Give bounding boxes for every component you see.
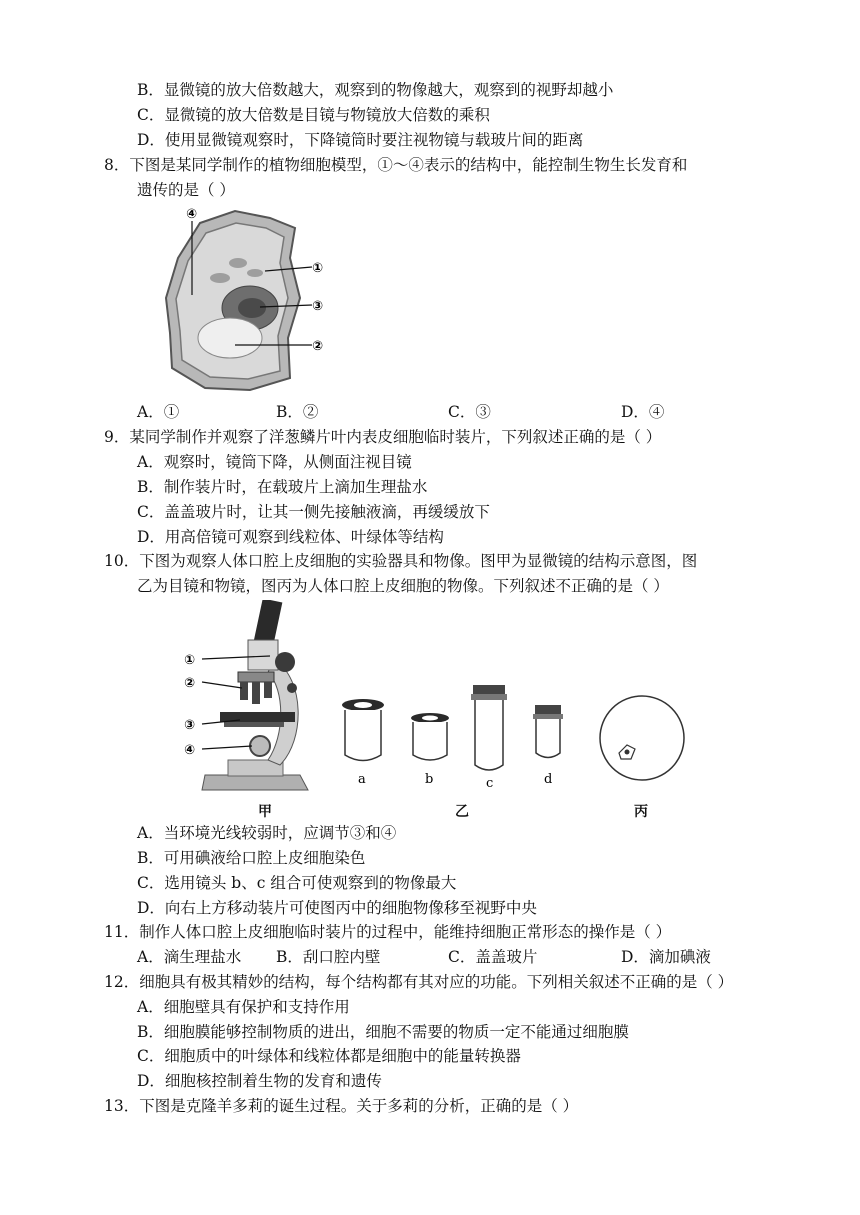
q9-option-a[interactable]: A．观察时，镜筒下降，从侧面注视目镜	[137, 453, 412, 471]
q13-stem: 13．下图是克隆羊多莉的诞生过程。关于多莉的分析，正确的是（ ）	[104, 1097, 579, 1115]
q10-stem-line2: 乙为目镜和物镜，图丙为人体口腔上皮细胞的物像。下列叙述不正确的是（ ）	[137, 577, 669, 595]
q9-option-d[interactable]: D．用高倍镜可观察到线粒体、叶绿体等结构	[137, 528, 444, 546]
label-3: ③	[312, 299, 324, 314]
field-of-view-figure	[597, 693, 687, 783]
q11-option-a[interactable]: A．滴生理盐水	[137, 948, 242, 966]
caption-jia: 甲	[258, 804, 272, 820]
q11-option-d[interactable]: D．滴加碘液	[621, 948, 711, 966]
q8-option-b[interactable]: B．②	[276, 403, 319, 421]
q11-option-c[interactable]: C．盖盖玻片	[448, 948, 538, 966]
q7-option-b: B．显微镜的放大倍数越大，观察到的物像越大，观察到的视野却越小	[137, 81, 614, 99]
lens-label-a: a	[358, 772, 366, 787]
lenses-figure	[335, 680, 585, 800]
q12-option-c[interactable]: C．细胞质中的叶绿体和线粒体都是细胞中的能量转换器	[137, 1047, 521, 1065]
q12-option-b[interactable]: B．细胞膜能够控制物质的进出，细胞不需要的物质一定不能通过细胞膜	[137, 1023, 629, 1041]
q8-option-c[interactable]: C．③	[448, 403, 491, 421]
label-2: ②	[312, 339, 324, 354]
q8-stem-line2: 遗传的是（ ）	[137, 181, 235, 199]
microscope-label-3: ③	[184, 718, 196, 733]
q9-option-b[interactable]: B．制作装片时，在载玻片上滴加生理盐水	[137, 478, 428, 496]
q12-option-d[interactable]: D．细胞核控制着生物的发育和遗传	[137, 1072, 382, 1090]
lens-label-b: b	[425, 772, 434, 787]
plant-cell-model-figure	[160, 203, 350, 398]
q9-stem: 9．某同学制作并观察了洋葱鳞片叶内表皮细胞临时装片，下列叙述正确的是（ ）	[104, 428, 662, 446]
q8-option-a[interactable]: A．①	[137, 403, 180, 421]
q10-option-b[interactable]: B．可用碘液给口腔上皮细胞染色	[137, 849, 366, 867]
q10-stem-line1: 10．下图为观察人体口腔上皮细胞的实验器具和物像。图甲为显微镜的结构示意图，图	[104, 552, 698, 570]
q10-option-c[interactable]: C．选用镜头 b、c 组合可使观察到的物像最大	[137, 874, 457, 892]
q12-stem: 12．细胞具有极其精妙的结构，每个结构都有其对应的功能。下列相关叙述不正确的是（ ）	[104, 973, 734, 991]
caption-bing: 丙	[634, 804, 648, 820]
microscope-label-1: ①	[184, 653, 196, 668]
q8-stem-line1: 8．下图是某同学制作的植物细胞模型，①～④表示的结构中，能控制生物生长发育和	[104, 156, 688, 174]
q8-option-d[interactable]: D．④	[621, 403, 665, 421]
label-1: ①	[312, 261, 324, 276]
q7-option-d: D．使用显微镜观察时，下降镜筒时要注视物镜与载玻片间的距离	[137, 131, 584, 149]
q10-option-a[interactable]: A．当环境光线较弱时，应调节③和④	[137, 824, 397, 842]
q12-option-a[interactable]: A．细胞壁具有保护和支持作用	[137, 998, 350, 1016]
q11-stem: 11．制作人体口腔上皮细胞临时装片的过程中，能维持细胞正常形态的操作是（ ）	[104, 923, 672, 941]
q9-option-c[interactable]: C．盖盖玻片时，让其一侧先接触液滴，再缓缓放下	[137, 503, 490, 521]
lens-label-d: d	[544, 772, 553, 787]
q10-option-d[interactable]: D．向右上方移动装片可使图丙中的细胞物像移至视野中央	[137, 899, 537, 917]
q11-option-b[interactable]: B．刮口腔内壁	[276, 948, 381, 966]
caption-yi: 乙	[455, 804, 469, 820]
microscope-label-4: ④	[184, 743, 196, 758]
lens-label-c: c	[486, 776, 494, 791]
label-4: ④	[186, 207, 198, 222]
microscope-label-2: ②	[184, 676, 196, 691]
microscope-figure	[180, 600, 320, 800]
q7-option-c: C．显微镜的放大倍数是目镜与物镜放大倍数的乘积	[137, 106, 490, 124]
